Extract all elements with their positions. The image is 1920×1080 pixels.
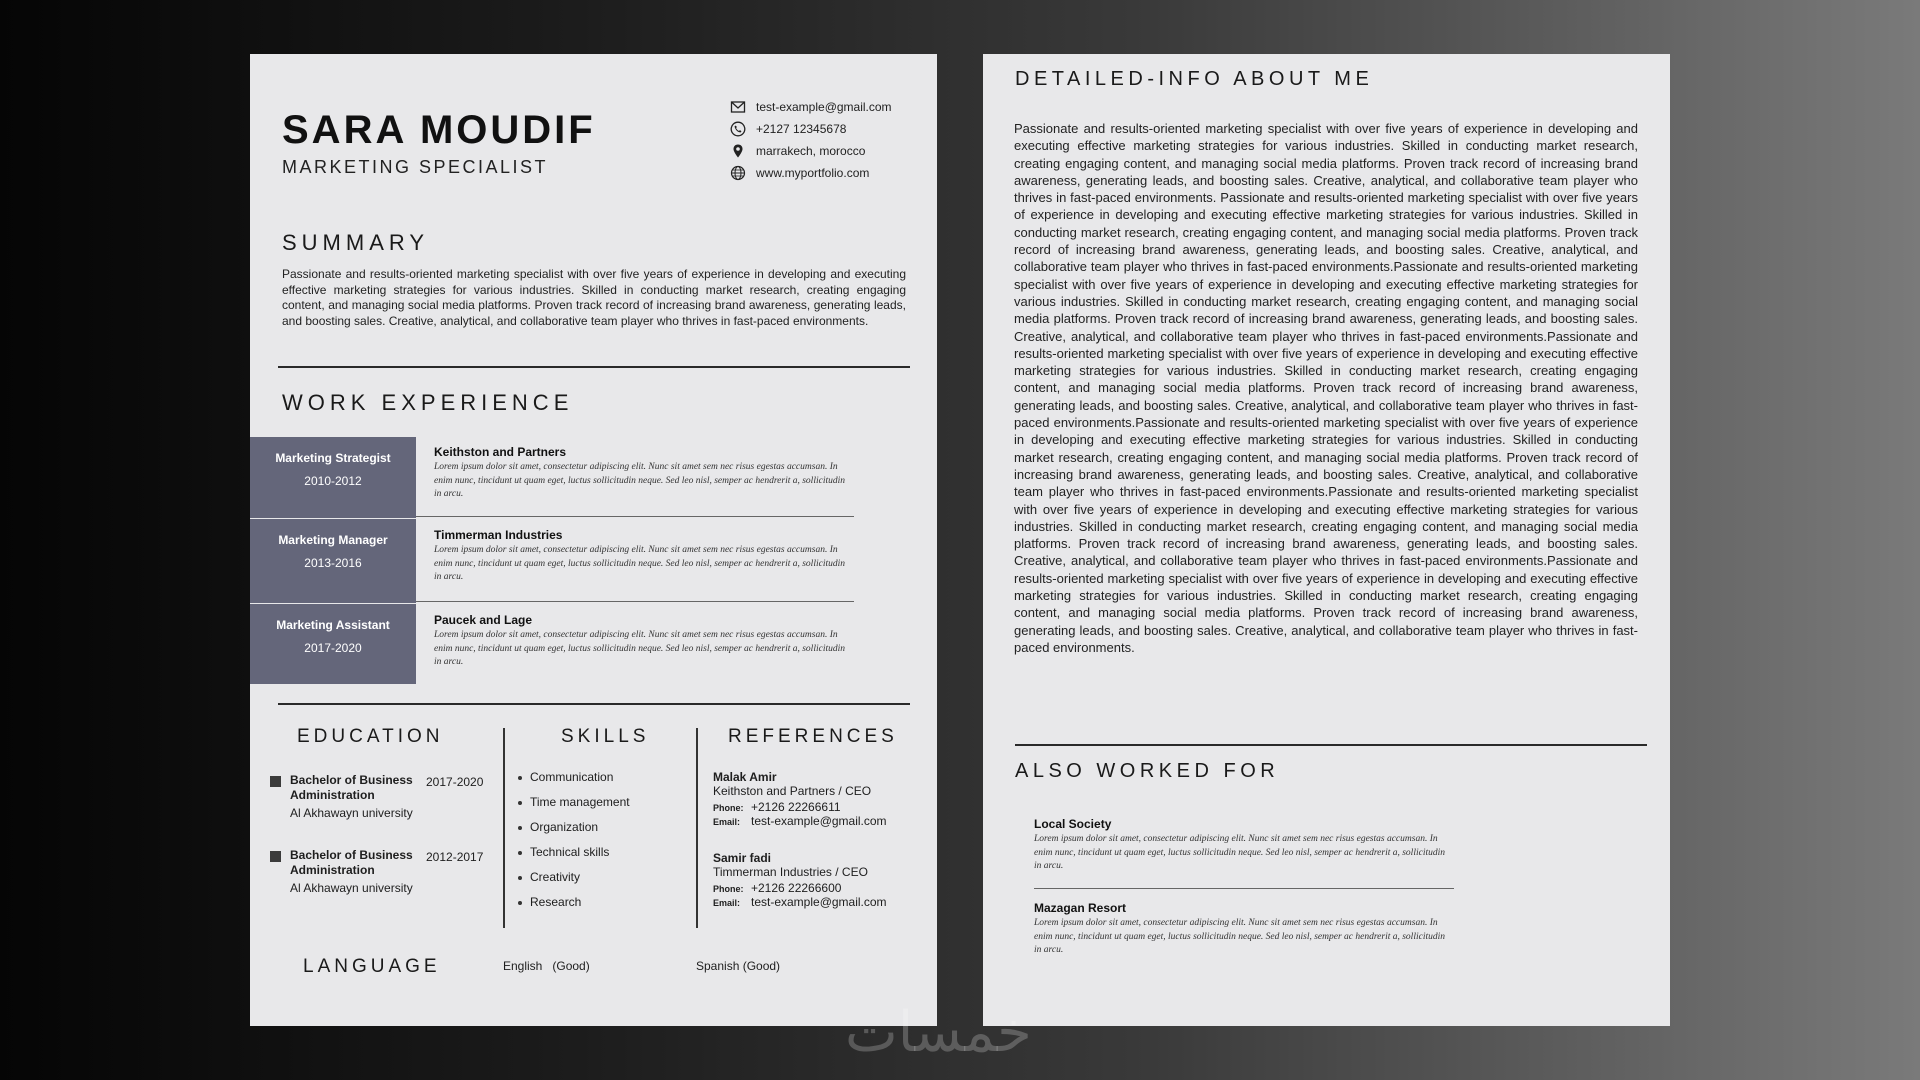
square-bullet-icon [270, 776, 281, 787]
job-details [434, 528, 849, 585]
reference-phone [713, 800, 933, 814]
job-title: Marketing Strategist [275, 451, 391, 465]
contact-email-text: test-example@gmail.com [756, 100, 892, 114]
divider [1015, 744, 1647, 746]
job-divider [416, 516, 854, 517]
summary-text: Passionate and results-oriented marketing specialist with over five years of experience in developing and executing effective marketing strategies for various industries. Skilled in conducting market research, creating engaging content, and managing social media platforms. Proven track record of increasing brand awareness, generating leads, and boosting sales. Creative, analytical, and collaborative team player who thrives in fast-paced environments. [282, 267, 906, 328]
skill-item [518, 845, 630, 870]
company-entry [1034, 817, 1454, 874]
education-year: 2017-2020 [426, 775, 484, 789]
skills-list [518, 770, 630, 920]
contact-location [730, 140, 892, 162]
skill-item [518, 795, 630, 820]
resume-role: MARKETING SPECIALIST [282, 157, 549, 177]
education-title: EDUCATION [297, 726, 444, 747]
bullet-icon [518, 801, 522, 805]
language-english: English (Good) [503, 959, 590, 973]
references-title: REFERENCES [728, 726, 898, 747]
skill-label: Organization [530, 820, 599, 834]
bullet-icon [518, 901, 522, 905]
job-label [250, 519, 416, 603]
company-divider [1034, 888, 1454, 889]
job-label [250, 604, 416, 684]
reference-name: Samir fadi [713, 851, 772, 865]
company-description: Lorem ipsum dolor sit amet, consectetur adipiscing elit. Nunc sit amet sem nec risus egestas accumsan. In enim nunc, tincidunt ut quam eget, luctus sollicitudin neque. Sed leo nisl, semper ac hendrerit a, sollicitudin in arcu. [1034, 834, 1445, 871]
job-details [434, 445, 849, 502]
education-degree: Bachelor of Business Administration [290, 848, 413, 877]
phone-icon [730, 121, 746, 137]
company-description: Lorem ipsum dolor sit amet, consectetur adipiscing elit. Nunc sit amet sem nec risus egestas accumsan. In enim nunc, tincidunt ut quam eget, luctus sollicitudin neque. Sed leo nisl, semper ac hendrerit a, sollicitudin in arcu. [1034, 918, 1445, 955]
email-label: Email: [713, 898, 741, 908]
resume-page-1 [250, 54, 937, 1026]
reference-company: Keithston and Partners / CEO [713, 784, 872, 798]
skill-label: Research [530, 895, 582, 909]
reference-email [713, 814, 933, 828]
watermark-logo: خمسات [845, 1000, 1032, 1065]
job-details [434, 613, 849, 670]
email-value: test-example@gmail.com [751, 814, 887, 828]
skill-label: Time management [530, 795, 630, 809]
reference-email [713, 895, 933, 909]
skill-label: Creativity [530, 870, 581, 884]
skill-item [518, 770, 630, 795]
education-degree: Bachelor of Business Administration [290, 773, 413, 802]
phone-label: Phone: [713, 884, 744, 894]
skill-item [518, 870, 630, 895]
work-experience-title: WORK EXPERIENCE [282, 390, 574, 415]
company-name: Mazagan Resort [1034, 901, 1127, 915]
summary-title: SUMMARY [282, 230, 430, 255]
contact-website-text: www.myportfolio.com [756, 166, 870, 180]
skill-label: Communication [530, 770, 614, 784]
detailed-info-title: DETAILED-INFO ABOUT ME [1015, 68, 1374, 90]
bullet-icon [518, 776, 522, 780]
resume-name: SARA MOUDIF [282, 108, 596, 152]
language-title: LANGUAGE [303, 956, 441, 977]
education-school: Al Akhawayn university [290, 806, 413, 820]
bullet-icon [518, 826, 522, 830]
also-worked-for-title: ALSO WORKED FOR [1015, 760, 1280, 782]
contact-phone [730, 118, 892, 140]
contact-block [730, 96, 892, 184]
column-divider [696, 728, 698, 928]
divider [278, 703, 910, 705]
globe-icon [730, 165, 746, 181]
education-school: Al Akhawayn university [290, 881, 413, 895]
job-years: 2010-2012 [304, 474, 362, 488]
job-label [250, 437, 416, 518]
reference-phone [713, 881, 933, 895]
reference-entry [713, 770, 933, 828]
location-pin-icon [730, 143, 746, 159]
contact-website [730, 162, 892, 184]
job-company: Keithston and Partners [434, 445, 567, 459]
reference-entry [713, 851, 933, 909]
detailed-info-text: Passionate and results-oriented marketing specialist with over five years of experience in developing and executing effective marketing strategies for various industries. Skilled in conducting market research, creating engaging content, and managing social media platforms. Proven track record of increasing brand awareness, generating leads, and boosting sales. Creative, analytical, and collaborative team player who thrives in fast-paced environments. Passionate and results-oriented marketing specialist with over five years of experience in developing and executing effective marketing strategies for various industries. Skilled in conducting market research, creating engaging content, and managing social media platforms. Proven track record of increasing brand awareness, generating leads, and boosting sales. Creative, analytical, and collaborative team player who thrives in fast-paced environments.Passionate and results-oriented marketing specialist with over five years of experience in developing and executing effective marketing strategies for various industries. Skilled in conducting market research, creating engaging content, and managing social media platforms. Proven track record of increasing brand awareness, generating leads, and boosting sales. Creative, analytical, and collaborative team player who thrives in fast-paced environments.Passionate and results-oriented marketing specialist with over five years of experience in developing and executing effective marketing strategies for various industries. Skilled in conducting market research, creating engaging content, and managing social media platforms. Proven track record of increasing brand awareness, generating leads, and boosting sales. Creative, analytical, and collaborative team player who thrives in fast-paced environments.Passionate and results-oriented marketing specialist with over five years of experience in developing and executing effective marketing strategies for various industries. Skilled in conducting market research, creating engaging content, and managing social media platforms. Proven track record of increasing brand awareness, generating leads, and boosting sales. Creative, analytical, and collaborative team player who thrives in fast-paced environments.Passionate and results-oriented marketing specialist with over five years of experience in developing and executing effective marketing strategies for various industries. Skilled in conducting market research, creating engaging content, and managing social media platforms. Proven track record of increasing brand awareness, generating leads, and boosting sales. Creative, analytical, and collaborative team player who thrives in fast-paced environments.Passionate and results-oriented marketing specialist with over five years of experience in developing and executing effective marketing strategies for various industries. Skilled in conducting market research, creating engaging content, and managing social media platforms. Proven track record of increasing brand awareness, generating leads, and boosting sales. Creative, analytical, and collaborative team player who thrives in fast-paced environments. [1014, 121, 1638, 655]
skill-item [518, 820, 630, 845]
skill-item [518, 895, 630, 920]
job-description: Lorem ipsum dolor sit amet, consectetur adipiscing elit. Nunc sit amet sem nec risus egestas accumsan. In enim nunc, tincidunt ut quam eget, luctus sollicitudin neque. Sed leo nisl, semper ac hendrerit a, sollicitudin in arcu. [434, 462, 845, 499]
job-divider [416, 601, 854, 602]
reference-name: Malak Amir [713, 770, 777, 784]
envelope-icon [730, 99, 746, 115]
company-name: Local Society [1034, 817, 1112, 831]
email-value: test-example@gmail.com [751, 895, 887, 909]
column-divider [503, 728, 505, 928]
job-title: Marketing Manager [278, 533, 388, 547]
job-company: Paucek and Lage [434, 613, 533, 627]
reference-company: Timmerman Industries / CEO [713, 865, 868, 879]
job-description: Lorem ipsum dolor sit amet, consectetur adipiscing elit. Nunc sit amet sem nec risus egestas accumsan. In enim nunc, tincidunt ut quam eget, luctus sollicitudin neque. Sed leo nisl, semper ac hendrerit a, sollicitudin in arcu. [434, 545, 845, 582]
job-years: 2013-2016 [304, 556, 362, 570]
square-bullet-icon [270, 851, 281, 862]
skills-title: SKILLS [561, 726, 650, 747]
contact-phone-text: +2127 12345678 [756, 122, 847, 136]
contact-email [730, 96, 892, 118]
job-years: 2017-2020 [304, 641, 362, 655]
bullet-icon [518, 851, 522, 855]
job-description: Lorem ipsum dolor sit amet, consectetur adipiscing elit. Nunc sit amet sem nec risus egestas accumsan. In enim nunc, tincidunt ut quam eget, luctus sollicitudin neque. Sed leo nisl, semper ac hendrerit a, sollicitudin in arcu. [434, 630, 845, 667]
company-entry [1034, 901, 1454, 958]
phone-value: +2126 22266611 [751, 800, 841, 814]
job-title: Marketing Assistant [276, 618, 390, 632]
phone-label: Phone: [713, 803, 744, 813]
language-spanish: Spanish (Good) [696, 959, 781, 973]
resume-page-2 [983, 54, 1670, 1026]
email-label: Email: [713, 817, 741, 827]
bullet-icon [518, 876, 522, 880]
phone-value: +2126 22266600 [751, 881, 842, 895]
education-year: 2012-2017 [426, 850, 484, 864]
skill-label: Technical skills [530, 845, 610, 859]
job-company: Timmerman Industries [434, 528, 563, 542]
divider [278, 366, 910, 368]
contact-location-text: marrakech, morocco [756, 144, 866, 158]
